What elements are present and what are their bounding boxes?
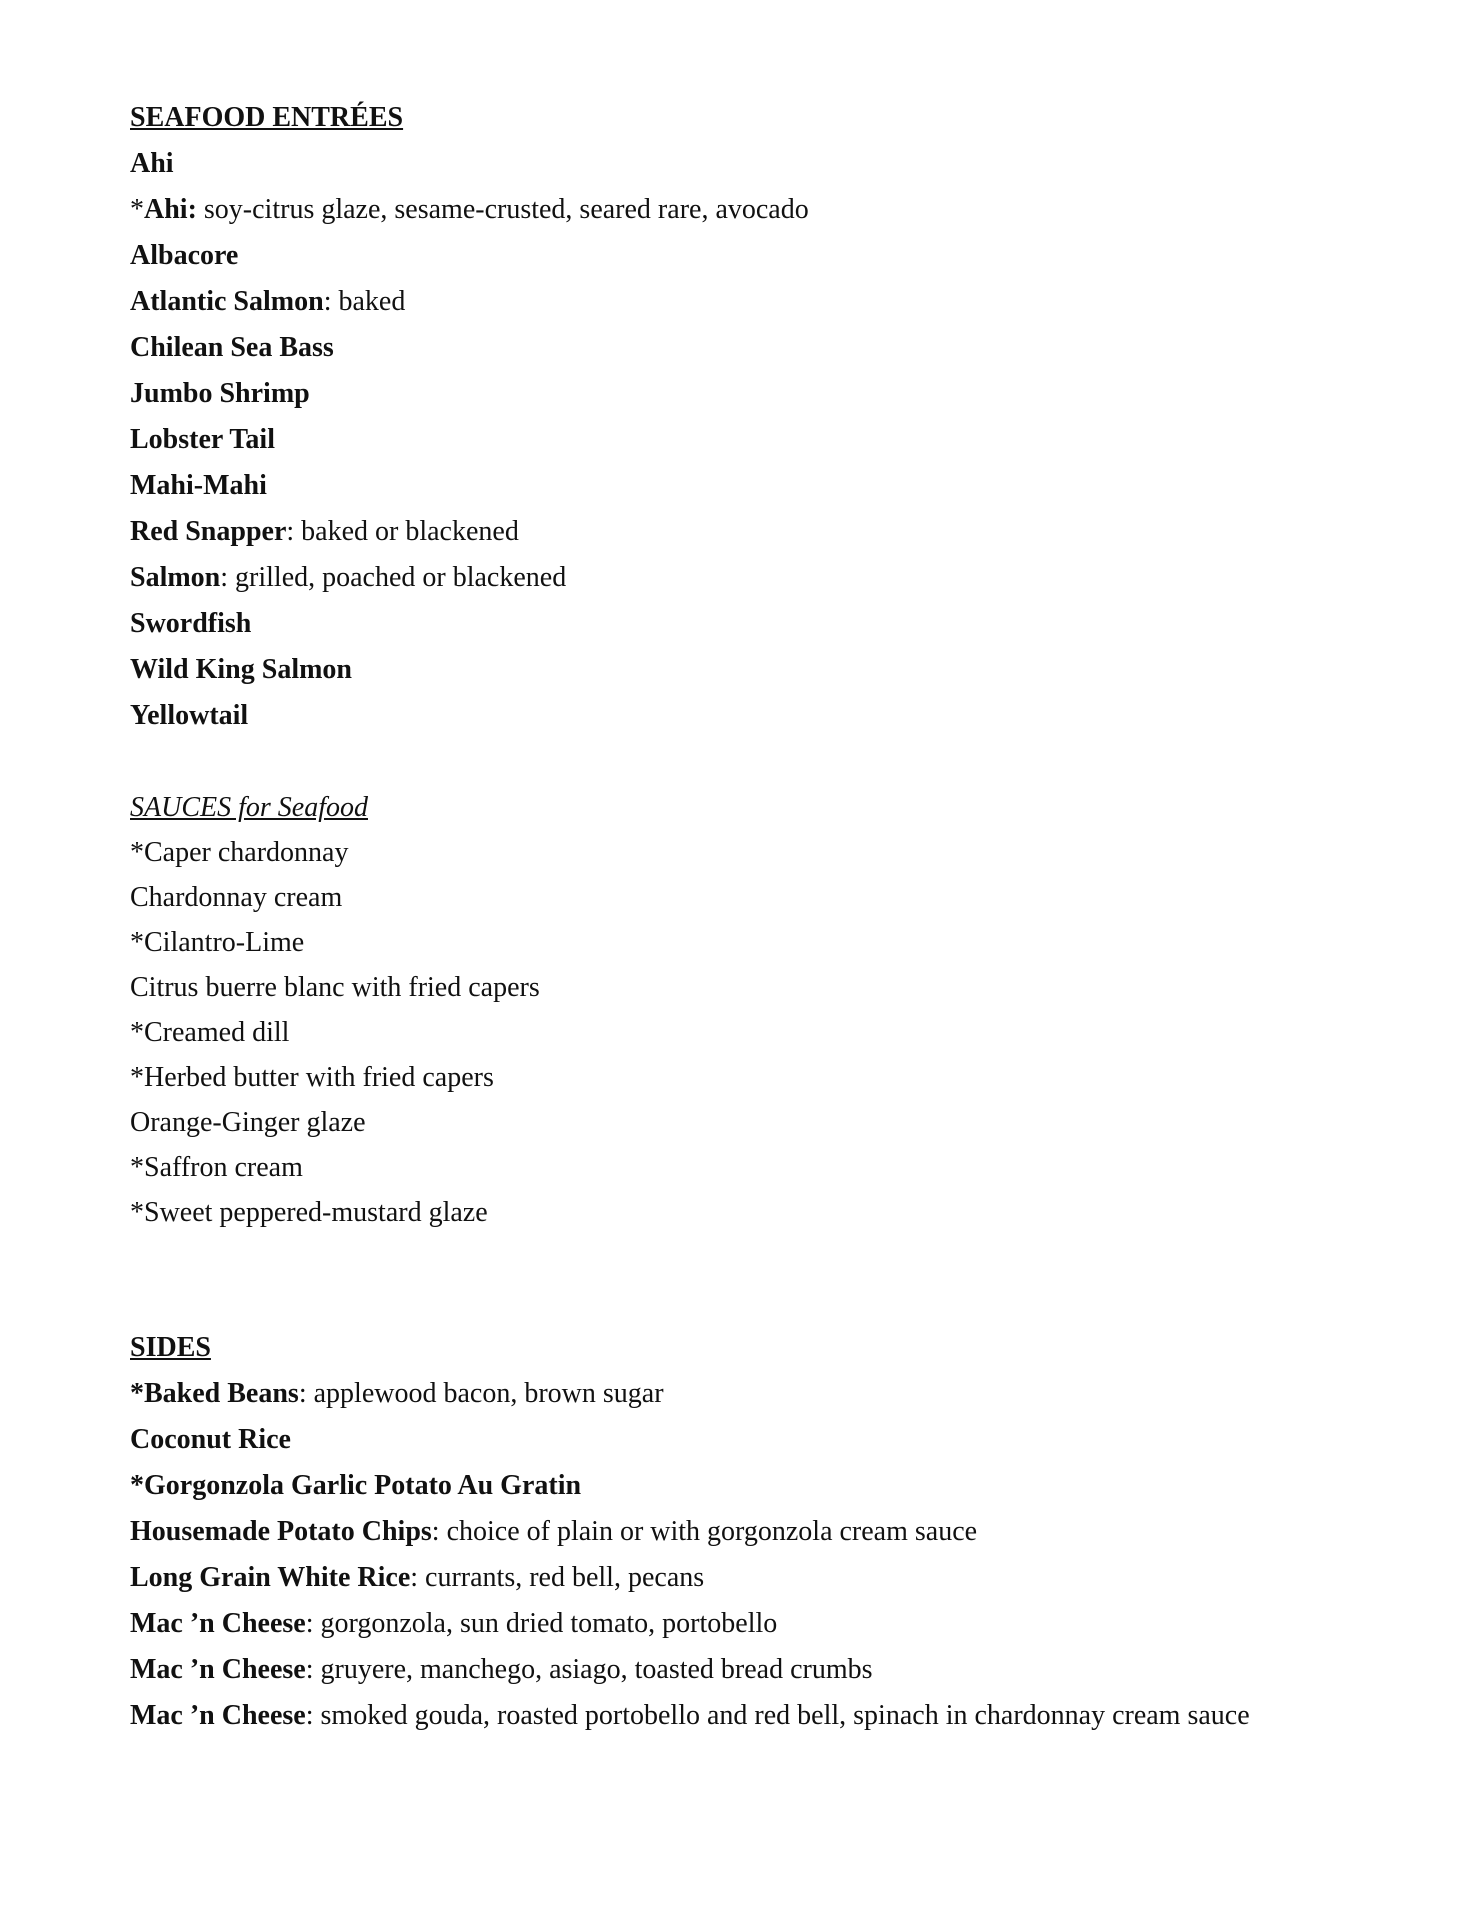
item-description: : gruyere, manchego, asiago, toasted bread crumbs xyxy=(305,1654,873,1685)
seafood-item xyxy=(130,468,267,504)
item-description: : baked xyxy=(323,286,406,317)
item-name: Wild King Salmon xyxy=(130,654,353,685)
item-name: Housemade Potato Chips xyxy=(130,1516,432,1547)
seafood-item xyxy=(130,606,251,642)
item-name: Atlantic Salmon xyxy=(130,286,324,317)
sauce-item: *Caper chardonnay xyxy=(130,837,349,868)
seafood-item xyxy=(130,192,809,228)
side-item xyxy=(130,1652,873,1688)
item-prefix: * xyxy=(130,1378,144,1409)
item-name: Mac ’n Cheese xyxy=(130,1700,306,1731)
side-item xyxy=(130,1468,581,1504)
sides-heading: SIDES xyxy=(130,1332,211,1363)
seafood-item xyxy=(130,514,519,550)
sauce-item: *Creamed dill xyxy=(130,1017,290,1048)
sauces-heading: SAUCES for Seafood xyxy=(130,792,368,823)
item-name: Ahi xyxy=(130,148,174,179)
item-name: Salmon xyxy=(130,562,221,593)
item-name: Mac ’n Cheese xyxy=(130,1654,306,1685)
side-item xyxy=(130,1376,664,1412)
sauce-item: Orange-Ginger glaze xyxy=(130,1107,366,1138)
item-description: : applewood bacon, brown sugar xyxy=(298,1378,664,1409)
item-description: : currants, red bell, pecans xyxy=(410,1562,705,1593)
seafood-item xyxy=(130,652,352,688)
seafood-item xyxy=(130,422,275,458)
side-item xyxy=(130,1606,777,1642)
item-name: Baked Beans xyxy=(144,1378,299,1409)
item-name: Chilean Sea Bass xyxy=(130,332,334,363)
item-name: Mahi-Mahi xyxy=(130,470,267,501)
sauce-item: Citrus buerre blanc with fried capers xyxy=(130,972,540,1003)
seafood-item xyxy=(130,330,334,366)
seafood-item xyxy=(130,284,405,320)
item-name: Gorgonzola Garlic Potato Au Gratin xyxy=(144,1470,582,1501)
item-name: Swordfish xyxy=(130,608,252,639)
item-name: Ahi: xyxy=(144,194,197,225)
item-name: Long Grain White Rice xyxy=(130,1562,411,1593)
side-item xyxy=(130,1698,1250,1734)
item-name: Yellowtail xyxy=(130,700,249,731)
item-prefix: * xyxy=(130,194,144,225)
item-description: : gorgonzola, sun dried tomato, portobello xyxy=(305,1608,778,1639)
sauce-item: *Cilantro-Lime xyxy=(130,927,305,958)
item-name: Mac ’n Cheese xyxy=(130,1608,306,1639)
item-description: : grilled, poached or blackened xyxy=(220,562,567,593)
seafood-item xyxy=(130,146,174,182)
item-description: : choice of plain or with gorgonzola cream sauce xyxy=(431,1516,978,1547)
item-name: Lobster Tail xyxy=(130,424,275,455)
item-name: Coconut Rice xyxy=(130,1424,291,1455)
seafood-item xyxy=(130,238,238,274)
item-name: Albacore xyxy=(130,240,239,271)
seafood-item xyxy=(130,698,248,734)
side-item xyxy=(130,1514,977,1550)
seafood-item xyxy=(130,560,566,596)
item-name: Red Snapper xyxy=(130,516,287,547)
seafood-heading: SEAFOOD ENTRÉES xyxy=(130,102,404,133)
sauce-item: *Sweet peppered-mustard glaze xyxy=(130,1197,488,1228)
seafood-item xyxy=(130,376,310,412)
item-description: : baked or blackened xyxy=(286,516,519,547)
sauce-item: *Herbed butter with fried capers xyxy=(130,1062,494,1093)
side-item xyxy=(130,1422,291,1458)
item-description: : smoked gouda, roasted portobello and red bell, spinach in chardonnay cream sauce xyxy=(305,1700,1250,1731)
sauce-item: Chardonnay cream xyxy=(130,882,343,913)
item-prefix: * xyxy=(130,1470,144,1501)
sauce-item: *Saffron cream xyxy=(130,1152,303,1183)
item-description: soy-citrus glaze, sesame-crusted, seared rare, avocado xyxy=(196,194,809,225)
item-name: Jumbo Shrimp xyxy=(130,378,310,409)
side-item xyxy=(130,1560,704,1596)
